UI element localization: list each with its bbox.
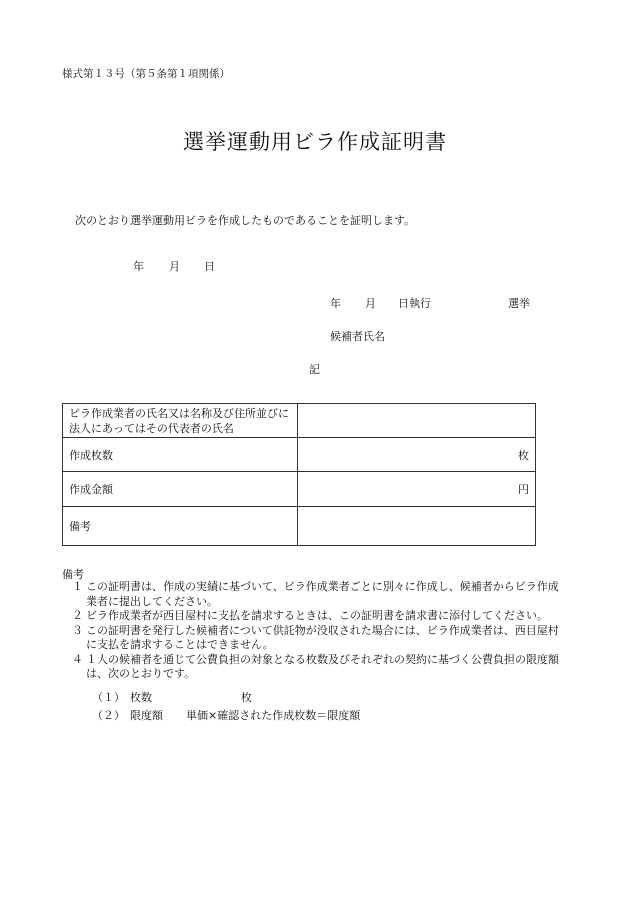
sub1-label: 枚数 <box>130 691 152 704</box>
election-year-label: 年 <box>330 297 341 310</box>
table-row <box>63 507 536 546</box>
remarks-label: 備考 <box>63 507 298 546</box>
count-unit: 枚 <box>298 438 536 472</box>
date-year-label: 年 <box>133 260 144 273</box>
amount-label: 作成金額 <box>63 472 298 507</box>
date-day-label: 日 <box>204 260 215 273</box>
vendor-label-line1: ビラ作成業者の氏名又は名称及び住所並びに <box>69 406 289 420</box>
intro-text: 次のとおり選挙運動用ビラを作成したものであることを証明します。 <box>75 214 416 227</box>
table-row <box>63 404 536 438</box>
sub1-unit: 枚 <box>241 691 252 704</box>
election-label: 選挙 <box>508 297 530 310</box>
sub2-label: 限度額 <box>130 709 163 722</box>
note-number: ４ <box>72 652 83 666</box>
amount-unit: 円 <box>298 472 536 507</box>
ki-heading: 記 <box>309 363 320 376</box>
sub2-formula: 単価×確認された作成枚数＝限度額 <box>186 709 361 722</box>
note-item <box>62 609 567 624</box>
vendor-value-cell <box>298 404 536 438</box>
vendor-label-line2: 法人にあってはその代表者の氏名 <box>69 421 234 435</box>
note-text: ビラ作成業者が西目屋村に支払を請求するときは、この証明書を請求書に添付してください。 <box>86 609 548 622</box>
count-label: 作成枚数 <box>63 438 298 472</box>
candidate-name-label: 候補者氏名 <box>330 330 385 343</box>
table-row <box>63 438 536 472</box>
date-month-label: 月 <box>169 260 180 273</box>
note-item <box>62 653 567 682</box>
note-item <box>62 580 567 609</box>
vendor-label-cell <box>63 404 298 438</box>
note-text: １人の候補者を通じて公費負担の対象となる枚数及びそれぞれの契約に基づく公費負担の限度額は、次のとおりです。 <box>86 652 559 680</box>
sub2-number: （２） <box>92 709 125 722</box>
note-text: この証明書を発行した候補者について供託物が没収された場合には、ビラ作成業者は、西目屋村に支払を請求することはできません。 <box>86 623 559 651</box>
sub1-number: （１） <box>92 691 125 704</box>
notes-list <box>62 580 567 682</box>
document-title: 選挙運動用ビラ作成証明書 <box>183 130 447 154</box>
notes-heading: 備考 <box>62 568 84 581</box>
note-number: ３ <box>72 623 83 637</box>
form-number: 様式第１３号（第５条第１項関係） <box>62 68 230 80</box>
table-row <box>63 472 536 507</box>
note-number: １ <box>72 580 83 593</box>
election-month-label: 月 <box>365 297 376 310</box>
remarks-value-cell <box>298 507 536 546</box>
note-number: ２ <box>72 609 83 622</box>
note-item <box>62 624 567 653</box>
certificate-table <box>62 403 536 546</box>
election-day-label: 日執行 <box>398 297 431 310</box>
note-text: この証明書は、作成の実績に基づいて、ビラ作成業者ごとに別々に作成し、候補者からビラ作成業者に提出してください。 <box>86 580 559 608</box>
